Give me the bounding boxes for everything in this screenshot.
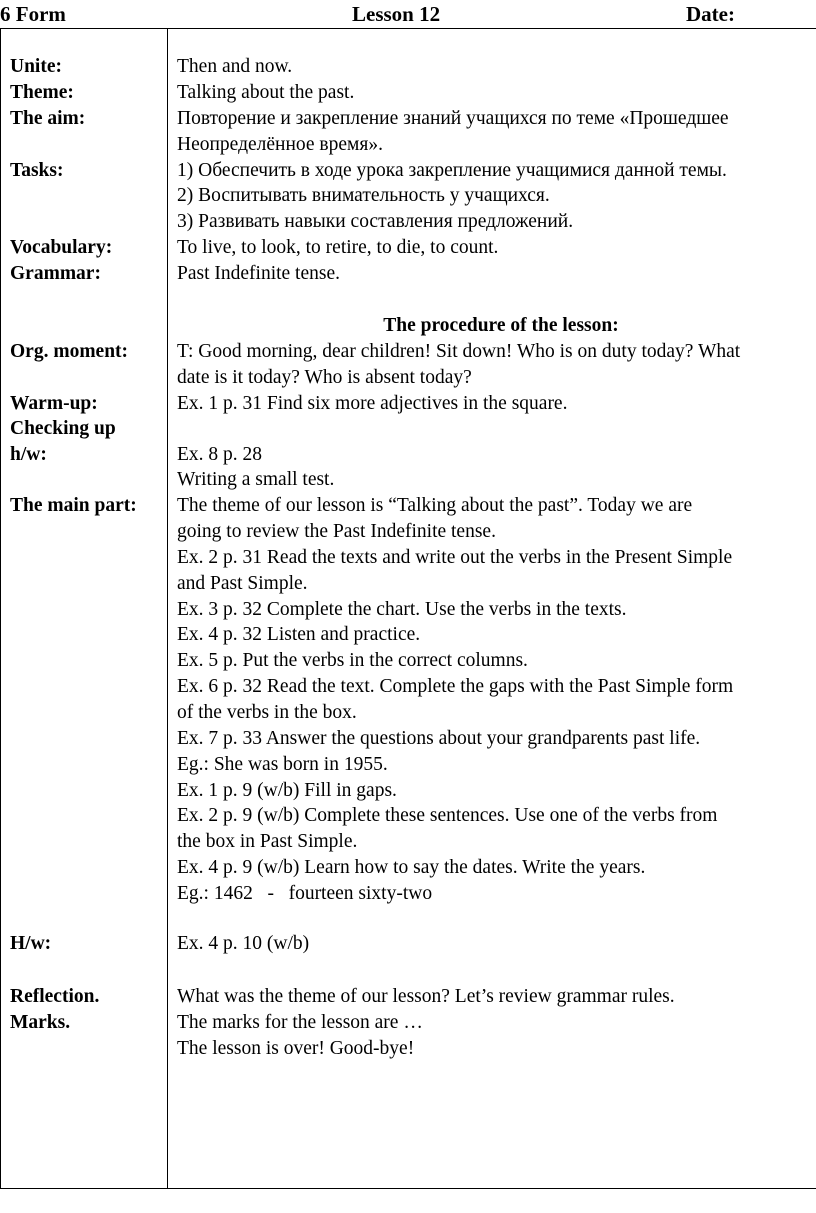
- aim-text-line-1: Повторение и закрепление знаний учащихся по теме «Прошедшее: [177, 108, 729, 129]
- main-part-line: going to review the Past Indefinite tense.: [177, 521, 496, 542]
- hw-text: Ex. 4 p. 10 (w/b): [177, 933, 310, 954]
- label-warm-up: Warm-up:: [10, 393, 98, 414]
- main-part-line: Eg.: 1462 - fourteen sixty-two: [177, 883, 433, 904]
- label-hw: H/w:: [10, 933, 52, 954]
- label-checking-up-hw: h/w:: [10, 444, 47, 465]
- main-part-line: the box in Past Simple.: [177, 831, 358, 852]
- unite-text: Then and now.: [177, 56, 293, 77]
- label-grammar: Grammar:: [10, 263, 101, 284]
- label-main-part: The main part:: [10, 495, 137, 516]
- main-part-line: The theme of our lesson is “Talking about the past”. Today we are: [177, 495, 693, 516]
- label-theme: Theme:: [10, 82, 74, 103]
- task-2: 2) Воспитывать внимательность у учащихся.: [177, 185, 550, 206]
- label-marks: Marks.: [10, 1012, 71, 1033]
- vocabulary-text: To live, to look, to retire, to die, to count.: [177, 237, 499, 258]
- main-part-line: Ex. 4 p. 9 (w/b) Learn how to say the dates. Write the years.: [177, 857, 646, 878]
- main-part-line: Ex. 5 p. Put the verbs in the correct columns.: [177, 650, 528, 671]
- org-moment-line-1: T: Good morning, dear children! Sit down! Who is on duty today? What: [177, 341, 741, 362]
- page-header: [0, 0, 816, 28]
- label-checking-up: Checking up: [10, 418, 116, 439]
- lesson-title: Lesson 12: [352, 2, 441, 26]
- main-part-line: of the verbs in the box.: [177, 702, 357, 723]
- date-label: Date:: [686, 2, 735, 26]
- grammar-text: Past Indefinite tense.: [177, 263, 340, 284]
- checking-hw-line-2: Writing a small test.: [177, 469, 335, 490]
- reflection-line-2: The marks for the lesson are …: [177, 1012, 423, 1033]
- main-part-line: Ex. 2 p. 31 Read the texts and write out the verbs in the Present Simple: [177, 547, 733, 568]
- label-org-moment: Org. moment:: [10, 341, 129, 362]
- main-part-line: Ex. 6 p. 32 Read the text. Complete the gaps with the Past Simple form: [177, 676, 734, 697]
- label-tasks: Tasks:: [10, 160, 64, 181]
- main-part-line: Ex. 1 p. 9 (w/b) Fill in gaps.: [177, 780, 397, 801]
- main-part-line: Ex. 3 p. 32 Complete the chart. Use the verbs in the texts.: [177, 599, 627, 620]
- theme-text: Talking about the past.: [177, 82, 355, 103]
- column-divider: [167, 28, 168, 1189]
- main-part-line: Eg.: She was born in 1955.: [177, 754, 388, 775]
- org-moment-line-2: date is it today? Who is absent today?: [177, 367, 472, 388]
- label-aim: The aim:: [10, 108, 86, 129]
- reflection-line-3: The lesson is over! Good-bye!: [177, 1038, 415, 1059]
- main-part-line: Ex. 4 p. 32 Listen and practice.: [177, 624, 421, 645]
- label-unite: Unite:: [10, 56, 62, 77]
- main-part-line: Ex. 7 p. 33 Answer the questions about your grandparents past life.: [177, 728, 701, 749]
- main-part-line: Ex. 2 p. 9 (w/b) Complete these sentences. Use one of the verbs from: [177, 805, 718, 826]
- task-1: 1) Обеспечить в ходе урока закрепление учащимися данной темы.: [177, 160, 727, 181]
- aim-text-line-2: Неопределённое время».: [177, 134, 383, 155]
- label-vocabulary: Vocabulary:: [10, 237, 113, 258]
- reflection-line-1: What was the theme of our lesson? Let’s review grammar rules.: [177, 986, 675, 1007]
- label-reflection: Reflection.: [10, 986, 100, 1007]
- procedure-heading: The procedure of the lesson:: [383, 315, 619, 336]
- checking-hw-line-1: Ex. 8 p. 28: [177, 444, 263, 465]
- main-part-line: and Past Simple.: [177, 573, 308, 594]
- warm-up-text: Ex. 1 p. 31 Find six more adjectives in the square.: [177, 393, 568, 414]
- form-label: 6 Form: [0, 2, 66, 26]
- task-3: 3) Развивать навыки составления предложений.: [177, 211, 574, 232]
